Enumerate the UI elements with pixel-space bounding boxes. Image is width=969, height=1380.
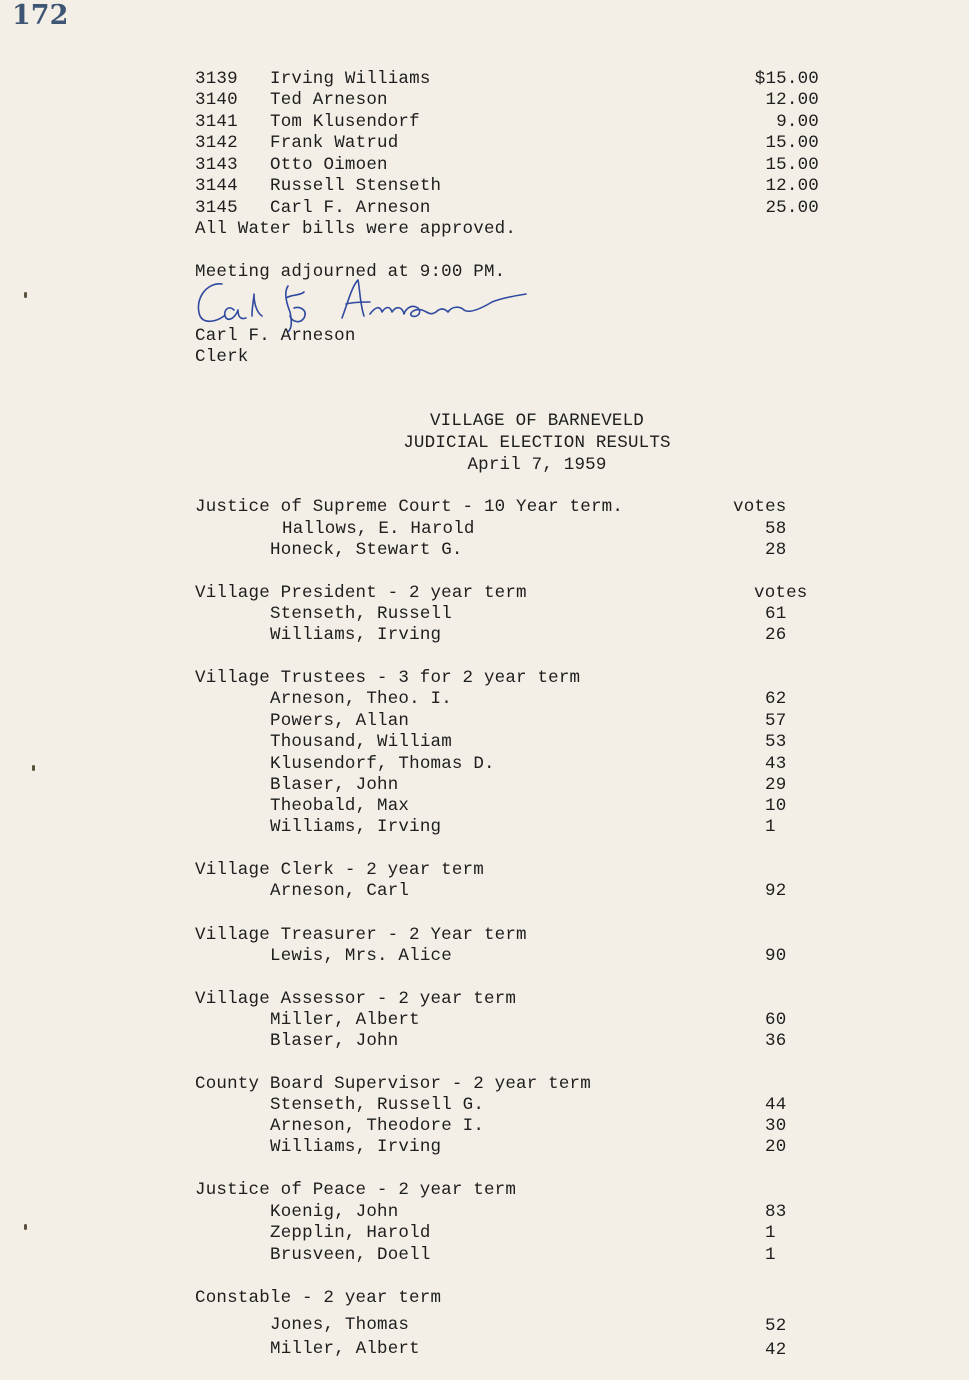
candidate-name: Arneson, Carl [270, 881, 410, 901]
votes-header: votes [754, 583, 808, 603]
race-title: Constable - 2 year term [195, 1288, 442, 1308]
candidate-name: Powers, Allan [270, 711, 410, 731]
candidate-votes: 43 [765, 754, 787, 774]
bill-amount: 15.00 [765, 133, 819, 153]
candidate-votes: 20 [765, 1137, 787, 1157]
candidate-votes: 57 [765, 711, 787, 731]
candidate-name: Klusendorf, Thomas D. [270, 754, 495, 774]
candidate-name: Williams, Irving [270, 817, 442, 837]
candidate-name: Blaser, John [270, 1031, 399, 1051]
bill-number: 3144 [195, 176, 238, 196]
race-title: Village Assessor - 2 year term [195, 989, 517, 1009]
bill-amount: 15.00 [765, 155, 819, 175]
candidate-votes: 61 [765, 604, 787, 624]
votes-header: votes [733, 497, 787, 517]
heading-village: VILLAGE OF BARNEVELD [429, 411, 645, 431]
bill-name: Ted Arneson [270, 90, 388, 110]
candidate-name: Miller, Albert [270, 1339, 420, 1359]
candidate-name: Blaser, John [270, 775, 399, 795]
bill-amount: 12.00 [765, 90, 819, 110]
bill-number: 3143 [195, 155, 238, 175]
page-number: 172 [12, 0, 69, 31]
candidate-votes: 30 [765, 1116, 787, 1136]
candidate-name: Arneson, Theodore I. [270, 1116, 485, 1136]
candidate-votes: 1 [765, 1223, 776, 1243]
heading-date: April 7, 1959 [467, 455, 607, 475]
bill-name: Irving Williams [270, 69, 431, 89]
margin-mark [24, 292, 27, 298]
bill-amount: 9.00 [776, 112, 819, 132]
bill-name: Otto Oimoen [270, 155, 388, 175]
candidate-votes: 62 [765, 689, 787, 709]
race-title: County Board Supervisor - 2 year term [195, 1074, 591, 1094]
candidate-name: Honeck, Stewart G. [270, 540, 463, 560]
clerk-title: Clerk [195, 347, 249, 367]
bill-number: 3141 [195, 112, 238, 132]
margin-mark [32, 765, 35, 771]
candidate-votes: 29 [765, 775, 787, 795]
bill-amount: $15.00 [754, 69, 819, 89]
candidate-votes: 60 [765, 1010, 787, 1030]
candidate-votes: 58 [765, 519, 787, 539]
candidate-name: Williams, Irving [270, 625, 442, 645]
heading-title: JUDICIAL ELECTION RESULTS [403, 433, 671, 453]
race-title: Justice of Peace - 2 year term [195, 1180, 517, 1200]
race-title: Village President - 2 year term [195, 583, 527, 603]
candidate-name: Koenig, John [270, 1202, 399, 1222]
candidate-votes: 90 [765, 946, 787, 966]
candidate-name: Hallows, E. Harold [282, 519, 475, 539]
bill-number: 3140 [195, 90, 238, 110]
adjournment-note: Meeting adjourned at 9:00 PM. [195, 262, 506, 282]
candidate-votes: 26 [765, 625, 787, 645]
bill-name: Frank Watrud [270, 133, 399, 153]
candidate-name: Jones, Thomas [270, 1315, 410, 1335]
candidate-votes: 36 [765, 1031, 787, 1051]
race-title: Village Trustees - 3 for 2 year term [195, 668, 581, 688]
candidate-name: Thousand, William [270, 732, 452, 752]
bill-number: 3139 [195, 69, 238, 89]
handwritten-signature [192, 272, 537, 332]
race-title: Village Clerk - 2 year term [195, 860, 484, 880]
candidate-name: Theobald, Max [270, 796, 410, 816]
bill-name: Tom Klusendorf [270, 112, 420, 132]
bill-name: Carl F. Arneson [270, 198, 431, 218]
bill-amount: 12.00 [765, 176, 819, 196]
candidate-votes: 83 [765, 1202, 787, 1222]
bill-number: 3145 [195, 198, 238, 218]
candidate-name: Arneson, Theo. I. [270, 689, 452, 709]
candidate-name: Brusveen, Doell [270, 1245, 431, 1265]
candidate-votes: 53 [765, 732, 787, 752]
candidate-name: Williams, Irving [270, 1137, 442, 1157]
candidate-votes: 92 [765, 881, 787, 901]
candidate-votes: 52 [765, 1316, 787, 1336]
candidate-name: Stenseth, Russell [270, 604, 452, 624]
candidate-votes: 10 [765, 796, 787, 816]
approval-note: All Water bills were approved. [195, 219, 517, 239]
candidate-votes: 1 [765, 817, 776, 837]
candidate-votes: 28 [765, 540, 787, 560]
candidate-name: Lewis, Mrs. Alice [270, 946, 452, 966]
race-title: Village Treasurer - 2 Year term [195, 925, 527, 945]
candidate-name: Miller, Albert [270, 1010, 420, 1030]
bill-amount: 25.00 [765, 198, 819, 218]
margin-mark [24, 1224, 27, 1230]
bill-name: Russell Stenseth [270, 176, 442, 196]
candidate-votes: 44 [765, 1095, 787, 1115]
candidate-name: Zepplin, Harold [270, 1223, 431, 1243]
candidate-votes: 42 [765, 1340, 787, 1360]
race-title: Justice of Supreme Court - 10 Year term. [195, 497, 624, 517]
clerk-name: Carl F. Arneson [195, 326, 356, 346]
candidate-votes: 1 [765, 1245, 776, 1265]
candidate-name: Stenseth, Russell G. [270, 1095, 485, 1115]
bill-number: 3142 [195, 133, 238, 153]
